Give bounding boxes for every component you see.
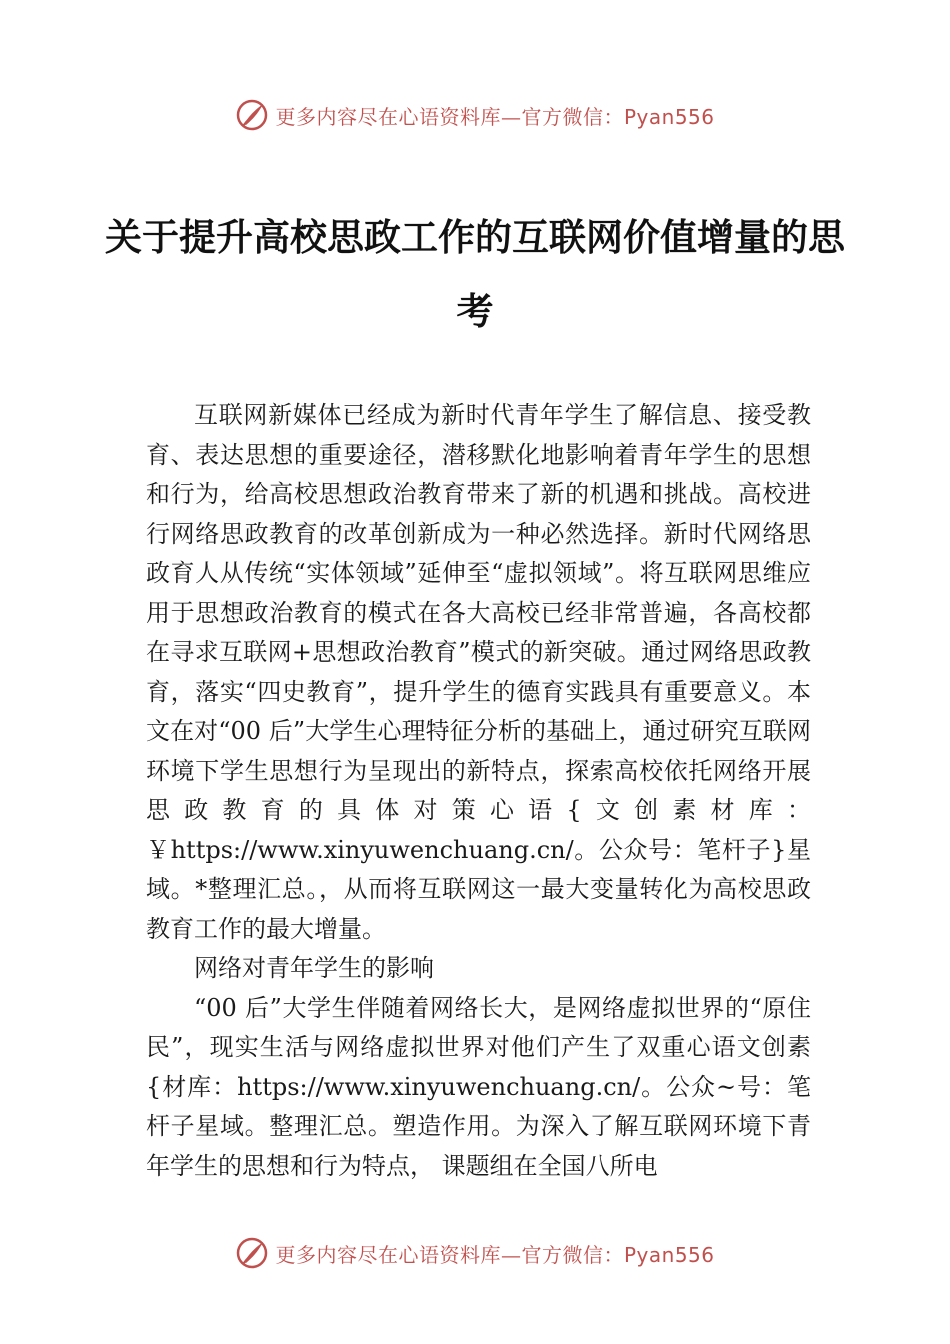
header-banner [0, 95, 950, 135]
document-body [146, 396, 811, 1186]
banner-text: 更多内容尽在心语资料库—官方微信：Pyan556 [275, 104, 715, 129]
wechat-id: Pyan556 [623, 1242, 715, 1267]
footer-banner [0, 1233, 950, 1273]
wechat-id: Pyan556 [623, 104, 715, 129]
document-title: 关于提升高校思政工作的互联网价值增量的思考 [105, 215, 845, 333]
quill-logo-icon [235, 98, 269, 132]
quill-logo-icon [235, 1236, 269, 1270]
banner-text: 更多内容尽在心语资料库—官方微信：Pyan556 [275, 1242, 715, 1267]
paragraph-intro: 互联网新媒体已经成为新时代青年学生了解信息、接受教育、表达思想的重要途径，潜移默化地影响着青年学生的思想和行为，给高校思想政治教育带来了新的机遇和挑战。高校进行网络思政教育的改革创新成为一种必然选择。新时代网络思政育人从传统“实体领域”延伸至“虚拟领域”。将互联网思维应用于思想政治教育的模式在各大高校已经非常普遍，各高校都在寻求互联网+思想政治教育”模式的新突破。通过网络思政教育，落实“四史教育”，提升学生的德育实践具有重要意义。本文在对“00 后”大学生心理特征分析的基础上，通过研究互联网环境下学生思想行为呈现出的新特点，探索高校依托网络开展思政教育的具体对策心语{文创素材库：￥https://www.xinyuwenchuang.cn/。公众号：笔杆子}星域。*整理汇总。，从而将互联网这一最大变量转化为高校思政教育工作的最大增量。 [146, 401, 811, 943]
section-heading: 网络对青年学生的影响 [194, 954, 434, 982]
paragraph-section: “00 后”大学生伴随着网络长大，是网络虚拟世界的“原住民”，现实生活与网络虚拟世界对他们产生了双重心语文创素{材库：https://www.xinyuwenchuang.cn/。公众~号：笔杆子星域。整理汇总。塑造作用。为深入了解互联网环境下青年学生的思想和行为特点， 课题组在全国八所电 [146, 993, 811, 1180]
